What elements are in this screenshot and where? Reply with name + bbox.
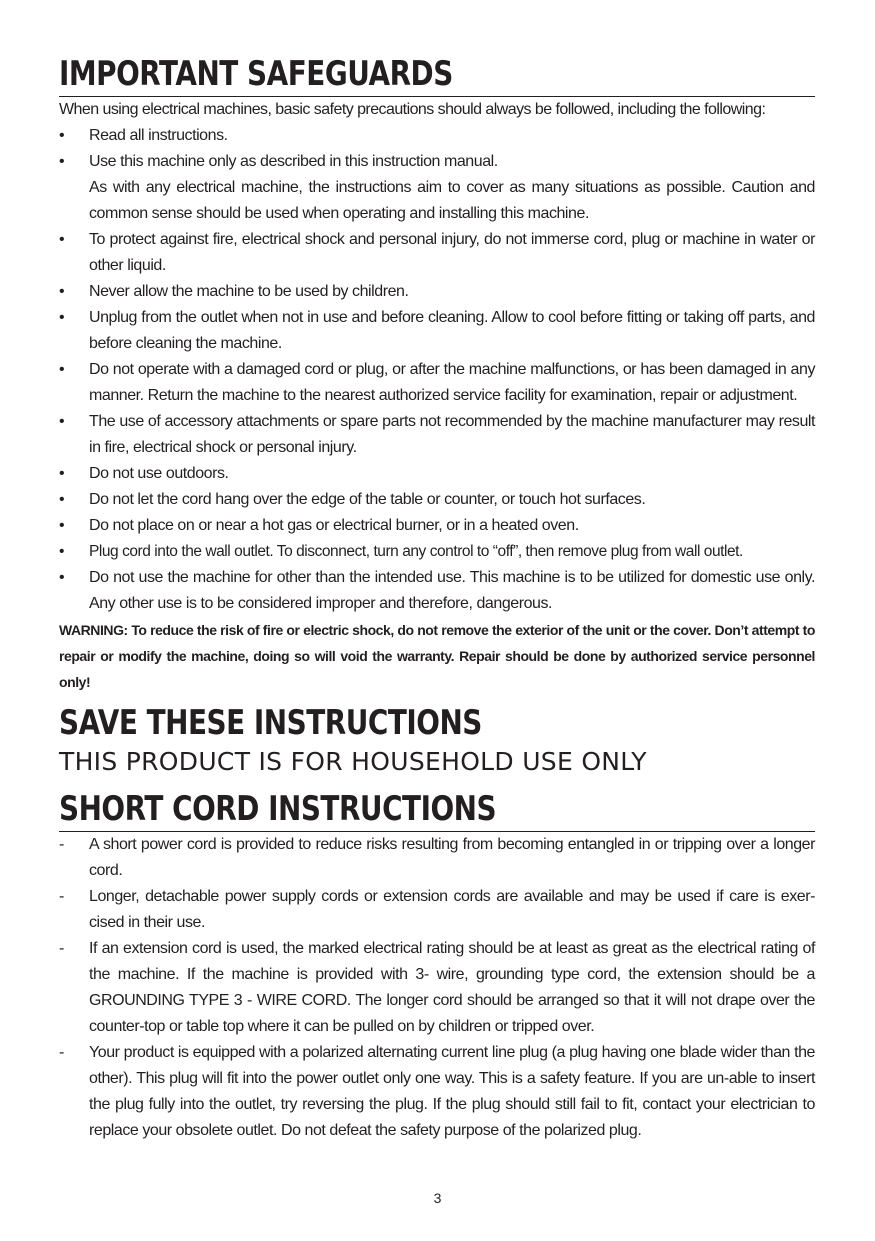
dash-marker: - xyxy=(59,940,64,957)
manual-page xyxy=(59,52,815,1144)
list-item-continuation: As with any electrical machine, the instructions aim to cover as many situations as possible. Caution and common sense should be used when operating and installing this machine. xyxy=(89,179,815,222)
warning-text: WARNING: To reduce the risk of fire or electric shock, do not remove the exterior of the unit or the cover. Don’t attempt to repair or modify the machine, doing so will void the warranty. Repair should be done by authorized service personnel only! xyxy=(59,622,815,690)
bullet-marker: • xyxy=(59,413,65,430)
save-instructions-title: SAVE THESE INSTRUCTIONS xyxy=(59,703,482,743)
list-item: • Read all instructions. xyxy=(59,123,815,149)
list-item: • Unplug from the outlet when not in use and before cleaning. Allow to cool before fitting or taking off parts, and before cleaning the machine. xyxy=(59,305,815,357)
bullet-marker: • xyxy=(59,127,65,144)
cord-list xyxy=(59,832,815,1144)
list-item: • Do not let the cord hang over the edge of the table or counter, or touch hot surfaces. xyxy=(59,487,815,513)
dash-marker: - xyxy=(59,888,64,905)
list-item: • Never allow the machine to be used by children. xyxy=(59,279,815,305)
bullet-marker: • xyxy=(59,543,64,560)
list-item: - Longer, detachable power supply cords or extension cords are available and may be used if care is exer-cised in their use. xyxy=(59,884,815,936)
list-item: - Your product is equipped with a polarized alternating current line plug (a plug having one blade wider than the other). This plug will fit into the power outlet only one way. This is a safety feature. If you are un-able to insert the plug fully into the outlet, try reversing the plug. If the plug should still fail to fit, contact your electrician to replace your obsolete outlet. Do not defeat the safety purpose of the polarized plug. xyxy=(59,1040,815,1144)
safeguards-intro: When using electrical machines, basic safety precautions should always be followed, including the following: xyxy=(59,101,766,118)
bullet-marker: • xyxy=(59,283,65,300)
list-item: • Do not use the machine for other than the intended use. This machine is to be utilized for domestic use only. Any other use is to be considered improper and therefore, dangerous. xyxy=(59,565,815,617)
page-number: 3 xyxy=(433,1190,442,1206)
bullet-marker: • xyxy=(59,465,65,482)
list-item: • To protect against fire, electrical shock and personal injury, do not immerse cord, plug or machine in water or other liquid. xyxy=(59,227,815,279)
safeguards-heading-rule xyxy=(59,52,815,97)
list-item: • The use of accessory attachments or spare parts not recommended by the machine manufacturer may result in fire, electrical shock or personal injury. xyxy=(59,409,815,461)
bullet-marker: • xyxy=(59,361,65,378)
household-use-subtitle: THIS PRODUCT IS FOR HOUSEHOLD USE ONLY xyxy=(59,747,647,776)
list-item: • Use this machine only as described in this instruction manual. xyxy=(59,149,815,175)
dash-marker: - xyxy=(59,1044,64,1061)
bullet-marker: • xyxy=(59,569,65,586)
list-item: • Do not operate with a damaged cord or plug, or after the machine malfunctions, or has been damaged in any manner. Return the machine to the nearest authorized service facility for examination, repair or adjustment. xyxy=(59,357,815,409)
bullet-marker: • xyxy=(59,309,65,326)
bullet-marker: • xyxy=(59,517,65,534)
list-item: • Plug cord into the wall outlet. To disconnect, turn any control to “off”, then remove plug from wall outlet. xyxy=(59,539,815,565)
list-item: - A short power cord is provided to reduce risks resulting from becoming entangled in or tripping over a longer cord. xyxy=(59,832,815,884)
short-cord-title: SHORT CORD INSTRUCTIONS xyxy=(59,789,497,829)
safeguards-title: IMPORTANT SAFEGUARDS xyxy=(59,54,453,94)
dash-marker: - xyxy=(59,836,64,853)
list-item: • Do not use outdoors. xyxy=(59,461,815,487)
cord-heading-rule xyxy=(59,787,815,832)
bullet-marker: • xyxy=(59,491,65,508)
safeguards-list xyxy=(59,123,815,617)
bullet-marker: • xyxy=(59,153,65,170)
bullet-marker: • xyxy=(59,231,65,248)
list-item: - If an extension cord is used, the marked electrical rating should be at least as great as the electrical rating of the machine. If the machine is provided with 3- wire, grounding type cord, the extension should be a GROUNDING TYPE 3 - WIRE CORD. The longer cord should be arranged so that it will not drape over the counter-top or table top where it can be pulled on by children or tripped over. xyxy=(59,936,815,1040)
list-item: • Do not place on or near a hot gas or electrical burner, or in a heated oven. xyxy=(59,513,815,539)
